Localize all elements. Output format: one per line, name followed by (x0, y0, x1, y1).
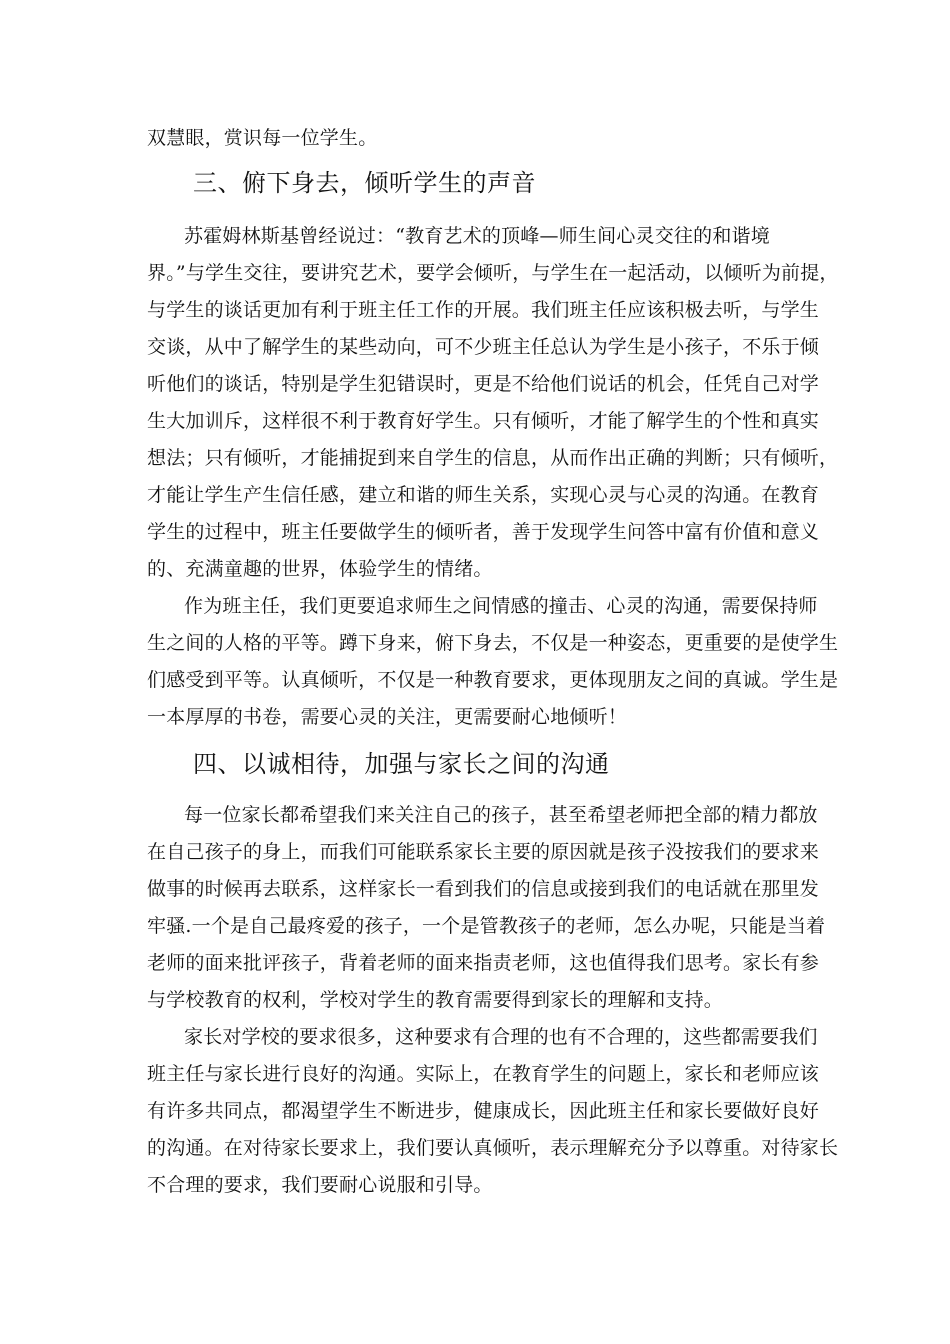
paragraph-line: 班主任与家长进行良好的沟通。实际上，在教育学生的问题上，家长和老师应该 (147, 1063, 820, 1085)
paragraph-line: 想法；只有倾听，才能捕捉到来自学生的信息，从而作出正确的判断；只有倾听， (147, 447, 839, 469)
paragraph-line: 每一位家长都希望我们来关注自己的孩子，甚至希望老师把全部的精力都放 (184, 804, 818, 826)
paragraph-line: 一本厚厚的书卷，需要心灵的关注，更需要耐心地倾听！ (147, 706, 628, 728)
paragraph-line: 的、充满童趣的世界，体验学生的情绪。 (147, 558, 493, 580)
paragraph-line: 交谈，从中了解学生的某些动向，可不少班主任总认为学生是小孩子，不乐于倾 (147, 336, 820, 358)
paragraph-line: 在自己孩子的身上，而我们可能联系家长主要的原因就是孩子没按我们的要求来 (147, 841, 820, 863)
paragraph-line: 作为班主任，我们更要追求师生之间情感的撞击、心灵的沟通，需要保持师 (184, 595, 818, 617)
paragraph-line: 有许多共同点，都渴望学生不断进步，健康成长，因此班主任和家长要做好良好 (147, 1100, 820, 1122)
paragraph-line: 生之间的人格的平等。蹲下身来，俯下身去，不仅是一种姿态，更重要的是使学生 (147, 632, 839, 654)
intro-line: 双慧眼，赏识每一位学生。 (147, 127, 378, 149)
paragraph-line: 牢骚.一个是自己最疼爱的孩子，一个是管教孩子的老师，怎么办呢，只能是当着 (147, 915, 826, 937)
section-3-heading: 三、俯下身去，倾听学生的声音 (193, 169, 536, 197)
paragraph-line: 听他们的谈话，特别是学生犯错误时，更是不给他们说话的机会，任凭自己对学 (147, 373, 820, 395)
section-4-heading: 四、以诚相待，加强与家长之间的沟通 (193, 750, 610, 778)
paragraph-line: 们感受到平等。认真倾听，不仅是一种教育要求，更体现朋友之间的真诚。学生是 (147, 669, 839, 691)
paragraph-line: 与学生的谈话更加有利于班主任工作的开展。我们班主任应该积极去听，与学生 (147, 299, 820, 321)
paragraph-line: 界。”与学生交往，要讲究艺术，要学会倾听，与学生在一起活动，以倾听为前提， (147, 262, 839, 284)
paragraph-line: 与学校教育的权利，学校对学生的教育需要得到家长的理解和支持。 (147, 989, 724, 1011)
paragraph-line: 的沟通。在对待家长要求上，我们要认真倾听，表示理解充分予以尊重。对待家长 (147, 1137, 839, 1159)
paragraph-line: 不合理的要求，我们要耐心说服和引导。 (147, 1174, 493, 1196)
paragraph-line: 苏霍姆林斯基曾经说过：“教育艺术的顶峰—师生间心灵交往的和谐境 (184, 225, 770, 247)
paragraph-line: 学生的过程中，班主任要做学生的倾听者，善于发现学生问答中富有价值和意义 (147, 521, 820, 543)
paragraph-line: 家长对学校的要求很多，这种要求有合理的也有不合理的，这些都需要我们 (184, 1026, 818, 1048)
paragraph-line: 做事的时候再去联系，这样家长一看到我们的信息或接到我们的电话就在那里发 (147, 878, 820, 900)
paragraph-line: 生大加训斥，这样很不利于教育好学生。只有倾听，才能了解学生的个性和真实 (147, 410, 820, 432)
paragraph-line: 老师的面来批评孩子，背着老师的面来指责老师，这也值得我们思考。家长有参 (147, 952, 820, 974)
paragraph-line: 才能让学生产生信任感，建立和谐的师生关系，实现心灵与心灵的沟通。在教育 (147, 484, 820, 506)
